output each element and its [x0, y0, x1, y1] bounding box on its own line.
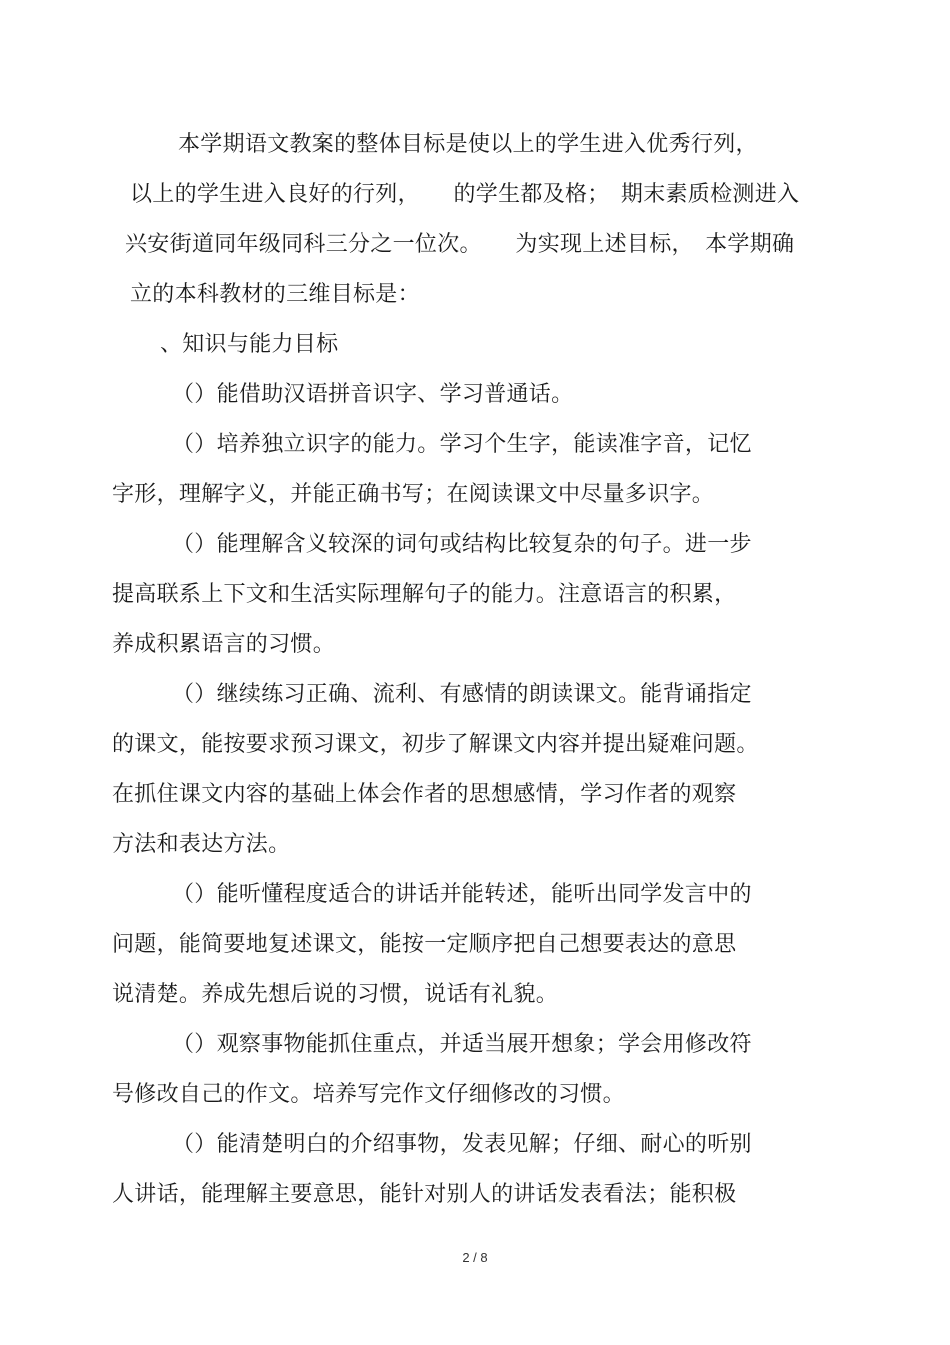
text-line: 方法和表达方法。	[112, 832, 291, 857]
text-line: 养成积累语言的习惯。	[112, 632, 336, 657]
text-line: 以上的学生进入良好的行列， 的学生都及格； 期末素质检测进入	[130, 182, 800, 207]
text-line: 本学期语文教案的整体目标是使以上的学生进入优秀行列，	[178, 132, 758, 157]
text-line: （）培养独立识字的能力。学习个生字，能读准字音，记忆	[172, 432, 752, 457]
text-line: 人讲话，能理解主要意思，能针对别人的讲话发表看法；能积极	[112, 1182, 737, 1207]
text-line: 提高联系上下文和生活实际理解句子的能力。注意语言的积累，	[112, 582, 737, 607]
text-line: 兴安街道同年级同科三分之一位次。 为实现上述目标， 本学期确	[125, 232, 795, 257]
text-line: （）能理解含义较深的词句或结构比较复杂的句子。进一步	[172, 532, 752, 557]
text-line: （）继续练习正确、流利、有感情的朗读课文。能背诵指定	[172, 682, 752, 707]
page-number: 2 / 8	[462, 1250, 488, 1265]
text-line: 号修改自己的作文。培养写完作文仔细修改的习惯。	[112, 1082, 625, 1107]
text-line: 立的本科教材的三维目标是：	[130, 282, 420, 307]
text-line: 的课文，能按要求预习课文，初步了解课文内容并提出疑难问题。	[112, 732, 759, 757]
text-line: （）能听懂程度适合的讲话并能转述，能听出同学发言中的	[172, 882, 752, 907]
text-line: 说清楚。养成先想后说的习惯，说话有礼貌。	[112, 982, 559, 1007]
text-line: （）能清楚明白的介绍事物，发表见解；仔细、耐心的听别	[172, 1132, 752, 1157]
text-line: （）观察事物能抓住重点，并适当展开想象；学会用修改符	[172, 1032, 752, 1057]
text-line: （）能借助汉语拼音识字、学习普通话。	[172, 382, 574, 407]
section-heading: 、知识与能力目标	[160, 332, 339, 357]
text-line: 在抓住课文内容的基础上体会作者的思想感情，学习作者的观察	[112, 782, 737, 807]
text-line: 问题，能简要地复述课文，能按一定顺序把自己想要表达的意思	[112, 932, 737, 957]
text-line: 字形，理解字义，并能正确书写；在阅读课文中尽量多识字。	[112, 482, 715, 507]
